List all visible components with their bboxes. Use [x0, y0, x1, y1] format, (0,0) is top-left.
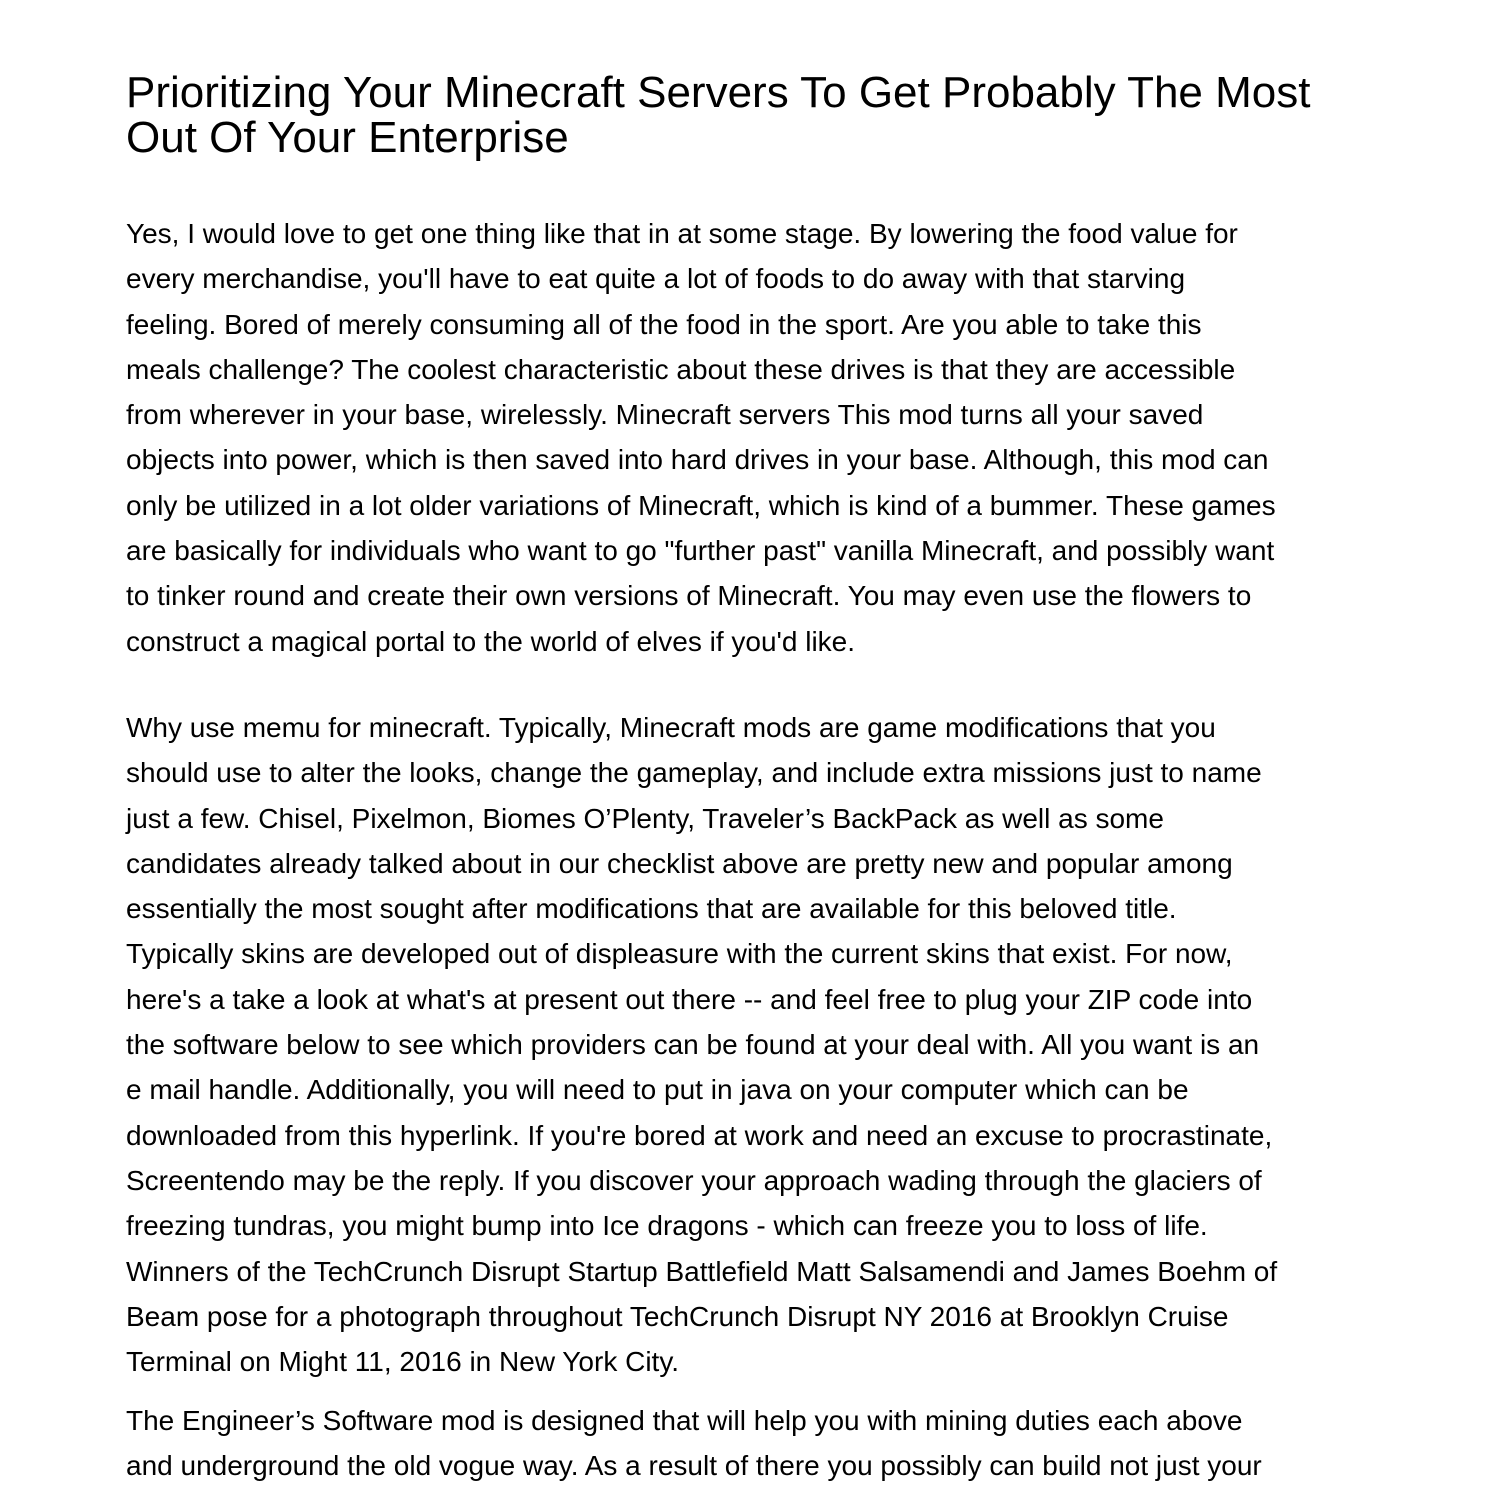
paragraph-3 — [126, 1398, 1262, 1489]
text-line: from wherever in your base, wirelessly. Minecraft servers This mod turns all your saved — [126, 399, 1204, 431]
text-line: here's a take a look at what's at present out there -- and feel free to plug your ZIP code into — [126, 983, 1253, 1015]
paragraph-1 — [126, 211, 1276, 664]
text-line: every merchandise, you'll have to eat quite a lot of foods to do away with that starving — [126, 263, 1186, 295]
text-line: feeling. Bored of merely consuming all of the food in the sport. Are you able to take this — [126, 308, 1202, 340]
text-line: Screentendo may be the reply. If you discover your approach wading through the glaciers of — [126, 1164, 1262, 1196]
text-line: are basically for individuals who want to go "further past" vanilla Minecraft, and possibly want — [126, 535, 1275, 567]
document-title — [126, 70, 1310, 160]
paragraph-2 — [126, 705, 1277, 1384]
text-line: objects into power, which is then saved into hard drives in your base. Although, this mod can — [126, 444, 1269, 476]
text-line: the software below to see which providers can be found at your deal with. All you want is an — [126, 1029, 1260, 1061]
text-line: to tinker round and create their own versions of Minecraft. You may even use the flowers to — [126, 580, 1252, 612]
text-line: construct a magical portal to the world of elves if you'd like. — [126, 625, 856, 657]
text-line: freezing tundras, you might bump into Ice dragons - which can freeze you to loss of life. — [126, 1210, 1208, 1242]
text-line: downloaded from this hyperlink. If you're bored at work and need an excuse to procrastinate, — [126, 1119, 1273, 1151]
text-line: Yes, I would love to get one thing like that in at some stage. By lowering the food value for — [126, 218, 1238, 249]
text-line: The Engineer’s Software mod is designed that will help you with mining duties each above — [126, 1405, 1243, 1436]
text-line: Terminal on Might 11, 2016 in New York City. — [126, 1346, 680, 1378]
text-line: Typically skins are developed out of displeasure with the current skins that exist. For now, — [126, 938, 1233, 970]
text-line: and underground the old vogue way. As a result of there you possibly can build not just your — [126, 1450, 1262, 1482]
text-line: Why use memu for minecraft. Typically, Minecraft mods are game modifications that you — [126, 712, 1216, 743]
text-line: just a few. Chisel, Pixelmon, Biomes O’Plenty, Traveler’s BackPack as well as some — [126, 802, 1164, 834]
text-line: essentially the most sought after modifications that are available for this beloved title. — [126, 893, 1177, 925]
title-line: Out Of Your Enterprise — [126, 113, 569, 162]
text-line: only be utilized in a lot older variations of Minecraft, which is kind of a bummer. These games — [126, 489, 1276, 521]
text-line: e mail handle. Additionally, you will need to put in java on your computer which can be — [126, 1074, 1189, 1106]
text-line: candidates already talked about in our checklist above are pretty new and popular among — [126, 847, 1233, 879]
title-line: Prioritizing Your Minecraft Servers To Get Probably The Most — [126, 68, 1311, 117]
text-line: meals challenge? The coolest characteristic about these drives is that they are accessible — [126, 353, 1236, 385]
text-line: Winners of the TechCrunch Disrupt Startup Battlefield Matt Salsamendi and James Boehm of — [126, 1255, 1278, 1287]
text-line: Beam pose for a photograph throughout TechCrunch Disrupt NY 2016 at Brooklyn Cruise — [126, 1300, 1229, 1332]
text-line: should use to alter the looks, change the gameplay, and include extra missions just to name — [126, 757, 1262, 789]
